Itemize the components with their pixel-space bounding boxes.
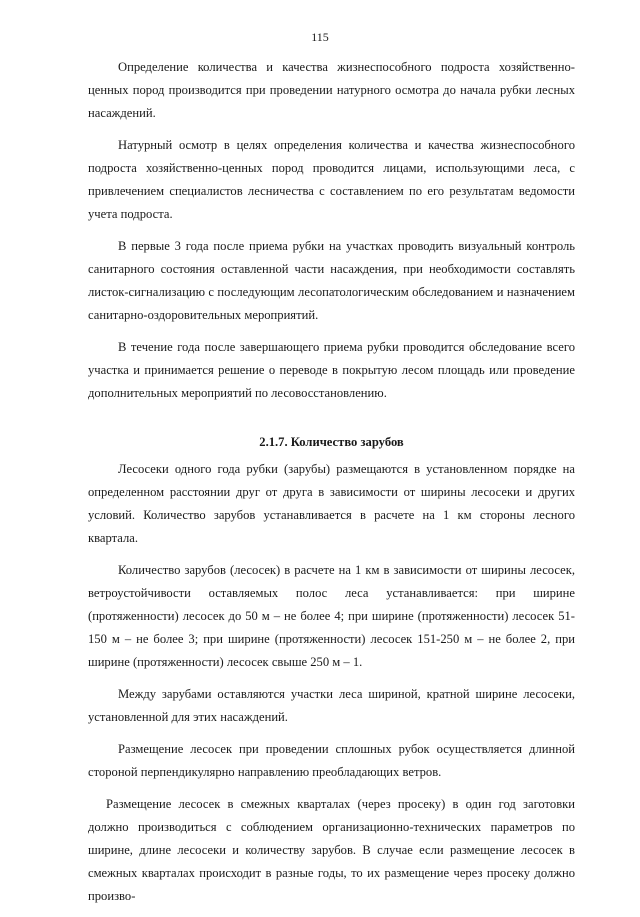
paragraph: Лесосеки одного года рубки (зарубы) размещаются в установленном порядке на определенном расстоянии друг от друга в зависимости от ширины лесосеки и других условий. Количество зарубов устанавливается в расчете на 1 км стороны лесного квартала.	[88, 462, 575, 545]
section-heading: 2.1.7. Количество зарубов	[259, 435, 404, 449]
paragraph: Размещение лесосек при проведении сплошных рубок осуществляется длинной стороной перпендикулярно направлению преобладающих ветров.	[88, 742, 575, 779]
paragraph: Между зарубами оставляются участки леса шириной, кратной ширине лесосеки, установленной для этих насаждений.	[88, 687, 575, 724]
paragraph: В течение года после завершающего приема рубки проводится обследование всего участка и принимается решение о переводе в покрытую лесом площадь или проведение дополнительных мероприятий по лесовосстановлению.	[88, 340, 575, 400]
paragraph: Количество зарубов (лесосек) в расчете на 1 км в зависимости от ширины лесосек, ветроустойчивости оставляемых полос леса устанавливается: при ширине (протяженности) лесосек до 50 м – не более 4; при ширине (протяженности) лесосек 51-150 м – не более 3; при ширине (протяженности) лесосек 151-250 м – не более 2, при ширине (протяженности) лесосек свыше 250 м – 1.	[88, 563, 575, 669]
paragraph: Размещение лесосек в смежных кварталах (через просеку) в один год заготовки должно производиться с соблюдением организационно-технических параметров по ширине, длине лесосеки и количеству зарубов. В случае если размещение лесосек в смежных кварталах происходит в разные годы, то их размещение через просеку должно произво-	[88, 797, 575, 903]
page-content	[88, 56, 575, 917]
paragraph: Определение количества и качества жизнеспособного подроста хозяйственно-ценных пород производится при проведении натурного осмотра до начала рубки лесных насаждений.	[88, 60, 575, 120]
paragraph: Натурный осмотр в целях определения количества и качества жизнеспособного подроста хозяйственно-ценных пород проводится лицами, использующими леса, с привлечением специалистов лесничества с составлением по его результатам ведомости учета подроста.	[88, 138, 575, 221]
paragraph: В первые 3 года после приема рубки на участках проводить визуальный контроль санитарного состояния оставленной части насаждения, при необходимости составлять листок-сигнализацию с последующим лесопатологическим обследованием и назначением санитарно-оздоровительных мероприятий.	[88, 239, 575, 322]
page-number: 115	[311, 30, 329, 44]
